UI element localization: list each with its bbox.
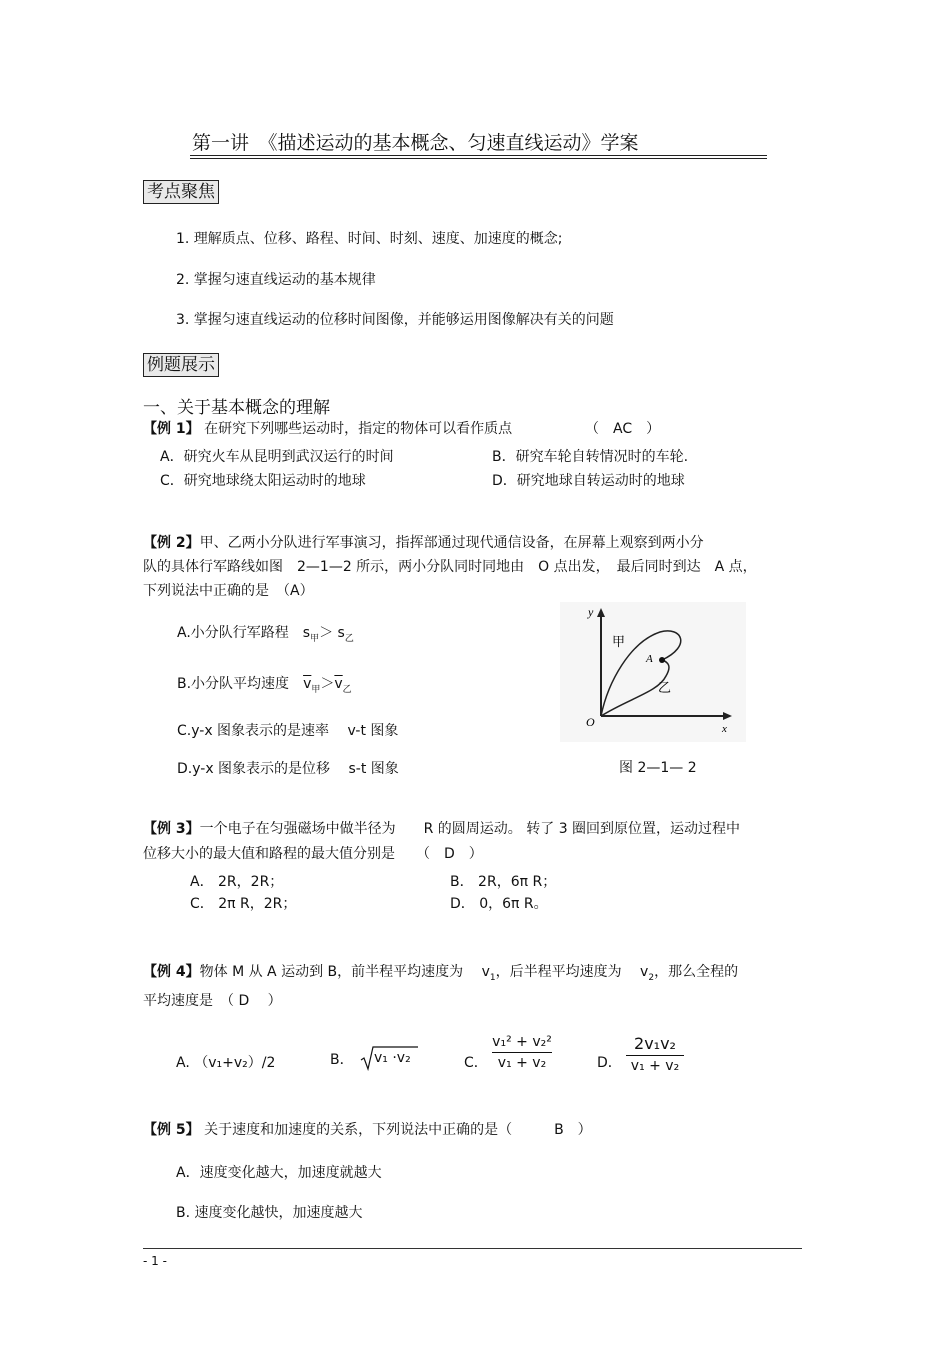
example-2-option-c: C.y-x 图象表示的是速率 v-t 图象 [177, 723, 399, 739]
example-2-line-1 [143, 532, 704, 552]
option-a-compare: ＞ s [319, 625, 345, 641]
example-5-text: 关于速度和加速度的关系，下列说法中正确的是（ B ） [204, 1122, 592, 1138]
axis-x-label: x [722, 723, 727, 735]
example-2-line-3: 下列说法中正确的是 （A） [143, 583, 314, 599]
example-2-label: 【例 2】 [143, 535, 200, 551]
example-4-option-b-label: B． [330, 1052, 354, 1068]
subscript-jia: 甲 [310, 633, 320, 644]
example-4-option-d-fraction [626, 1034, 684, 1074]
x-axis-arrow-icon [723, 712, 732, 720]
example-1-option-d: D．研究地球自转运动时的地球 [492, 473, 685, 489]
option-a-text: A.小分队行军路程 s [177, 625, 311, 641]
fraction-numerator: v₁² + v₂² [492, 1034, 552, 1050]
example-4-option-a: A. （v₁+v₂）/2 [176, 1055, 276, 1071]
point-a [659, 657, 665, 663]
section-heading-kaodian: 考点聚焦 [143, 180, 219, 204]
example-2-option-a [177, 622, 354, 644]
example-1-answer: （ AC ） [585, 421, 661, 437]
fraction-numerator: 2v₁v₂ [634, 1034, 676, 1053]
option-b-compare: ＞ [320, 676, 335, 692]
title-underline [190, 155, 767, 156]
kaodian-item-2: 2. 掌握匀速直线运动的基本规律 [176, 272, 376, 288]
example-1-question [143, 418, 512, 438]
example-2-option-b [177, 673, 352, 695]
example-3-option-c: C． 2π R，2R； [190, 896, 297, 912]
subscript-jia: 甲 [311, 684, 321, 695]
example-4-text-a: 物体 M 从 A 运动到 B，前半程平均速度为 v [199, 964, 490, 980]
title-underline-double [190, 158, 767, 159]
example-3-line-2: 位移大小的最大值和路程的最大值分别是 （ D ） [143, 846, 483, 862]
subscript-2: 2 [648, 972, 655, 983]
example-3-text-1: 一个电子在匀强磁场中做半径为 R 的圆周运动。 转了 3 圈回到原位置，运动过程中 [199, 821, 741, 837]
option-b-text: B.小分队平均速度 [177, 676, 304, 692]
example-5-option-a: A．速度变化越大，加速度就越大 [176, 1165, 382, 1181]
kaodian-item-3: 3. 掌握匀速直线运动的位移时间图像，并能够运用图像解决有关的问题 [176, 312, 614, 328]
fraction-denominator: v₁ + v₂ [497, 1055, 547, 1071]
example-4-label: 【例 4】 [143, 964, 200, 980]
example-1-option-c: C．研究地球绕太阳运动时的地球 [160, 473, 366, 489]
origin-label: O [586, 715, 595, 729]
section-subheading: 一、关于基本概念的理解 [143, 398, 330, 418]
fraction-bar [626, 1055, 684, 1056]
y-axis-arrow-icon [597, 608, 605, 617]
figure-2-1-2 [560, 602, 746, 742]
example-1-text: 在研究下列哪些运动时，指定的物体可以看作质点 [204, 421, 513, 437]
example-3-option-d: D． 0，6π R。 [450, 896, 548, 912]
point-a-label: A [646, 653, 653, 665]
axis-y-label: y [588, 605, 594, 619]
example-4-text-c: ，那么全程的 [654, 964, 739, 980]
fraction-bar [492, 1052, 552, 1053]
kaodian-item-1: 1. 理解质点、位移、路程、时间、时刻、速度、加速度的概念; [176, 231, 563, 247]
example-4-line-2: 平均速度是 （ D ） [143, 993, 282, 1009]
example-5-label: 【例 5】 [143, 1122, 200, 1138]
example-3-label: 【例 3】 [143, 821, 200, 837]
curve-yi-label: 乙 [658, 681, 672, 696]
example-4-option-c-fraction [492, 1034, 552, 1071]
example-2-line-2: 队的具体行军路线如图 2—1—2 所示，两小分队同时同地由 O 点出发， 最后同时到达 A 点， [143, 559, 757, 575]
example-4-line-1 [143, 961, 738, 983]
vbar-2: $\overline{v}$ [334, 676, 343, 692]
subscript-yi: 乙 [344, 633, 354, 644]
example-3-line-1 [143, 818, 740, 838]
example-1-label: 【例 1】 [143, 421, 200, 437]
example-1-option-b: B．研究车轮自转情况时的车轮. [492, 449, 689, 465]
section-heading-liti: 例题展示 [143, 353, 219, 377]
figure-caption: 图 2—1— 2 [619, 760, 697, 776]
example-2-text-1: 甲、乙两小分队进行军事演习，指挥部通过现代通信设备，在屏幕上观察到两小分 [199, 535, 704, 551]
sqrt-content: v₁ ·v₂ [374, 1050, 411, 1066]
page-number: - 1 - [143, 1254, 167, 1268]
subscript-1: 1 [489, 972, 496, 983]
subscript-yi: 乙 [342, 684, 352, 695]
fraction-denominator: v₁ + v₂ [630, 1058, 680, 1074]
page-title: 第一讲 《描述运动的基本概念、匀速直线运动》学案 [192, 132, 639, 154]
vbar-1: $\overline{v}$ [303, 676, 312, 692]
example-3-option-a: A． 2R，2R； [190, 874, 284, 890]
footer-rule [143, 1248, 802, 1249]
example-3-option-b: B． 2R，6π R； [450, 874, 557, 890]
example-5-question [143, 1119, 592, 1139]
example-4-option-d-label: D． [597, 1055, 622, 1071]
example-4-option-c-label: C． [464, 1055, 488, 1071]
example-5-option-b: B. 速度变化越快，加速度越大 [176, 1205, 363, 1221]
example-2-option-d: D.y-x 图象表示的是位移 s-t 图象 [177, 761, 399, 777]
example-1-option-a: A．研究火车从昆明到武汉运行的时间 [160, 449, 394, 465]
curve-jia-label: 甲 [612, 635, 626, 650]
example-4-text-b: ，后半程平均速度为 v [495, 964, 649, 980]
